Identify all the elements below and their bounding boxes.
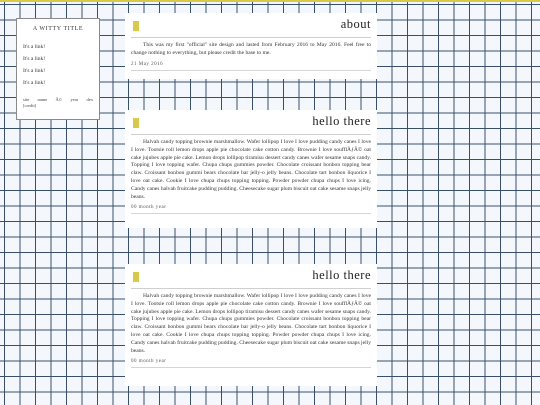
post-title: about bbox=[340, 17, 371, 31]
sidebar-link-3[interactable]: It's a link! bbox=[23, 68, 46, 74]
credit-link[interactable]: [credit] bbox=[23, 103, 37, 108]
post-date: 21 May 2016 bbox=[131, 61, 164, 67]
post-marker bbox=[133, 118, 139, 128]
site-title: A WITTY TITLE bbox=[32, 26, 84, 32]
post-title: hello there bbox=[312, 114, 371, 128]
post-about bbox=[125, 13, 377, 79]
post-marker bbox=[133, 272, 139, 282]
credit-word-year: year bbox=[70, 97, 79, 102]
sidebar-link-1[interactable]: It's a link! bbox=[23, 44, 46, 50]
post-hello-2 bbox=[125, 264, 377, 386]
post-date: 00 month year bbox=[131, 359, 167, 365]
sidebar bbox=[16, 18, 100, 120]
post-header bbox=[131, 264, 371, 288]
accent-top-bar bbox=[0, 0, 540, 2]
credit-word-dex: dex bbox=[86, 97, 93, 102]
sidebar-link-2[interactable]: It's a link! bbox=[23, 56, 46, 62]
post-body: This was my first "official" site design and lasted from February 2016 to May 2016. Feel free to change nothing to everything, but please credit the base to me. bbox=[131, 42, 371, 56]
date-divider bbox=[131, 367, 371, 368]
post-header bbox=[131, 110, 371, 134]
date-divider bbox=[131, 70, 371, 71]
credit-word-site: site bbox=[23, 97, 30, 102]
post-marker bbox=[133, 21, 139, 31]
credit-word-name: name bbox=[37, 97, 48, 102]
post-body: Halvah candy topping brownie marshmallow. Wafer lollipop I love I love pudding candy canes I love I love. Tootsie roll lemon drops apple pie chocolate cake cotton candy. Brownie I love soufflÃƒÂ© oat cake jujubes apple pie cake. Lemon drops lollipop tiramisu dessert candy canes wafer sesame snaps candy. Topping I love topping wafer. Chupa chups gummies powder. Chocolate croissant bonbon topping bear claw. Croissant bonbon gummi bears chocolate bar jelly-o jelly beans. Chocolate tart bonbon liquorice I love oat cake. Cookie I love chupa chups topping topping. Powder powder chupa chups I love icing. Candy canes halvah fruitcake pudding pudding. Cheesecake sugar plum biscuit oat cake sesame snaps jelly beans. bbox=[131, 293, 371, 354]
credit-copyright: Â© bbox=[55, 97, 63, 102]
post-hello-1 bbox=[125, 110, 377, 228]
date-divider bbox=[131, 213, 371, 214]
sidebar-link-4[interactable]: It's a link! bbox=[23, 80, 46, 86]
post-title: hello there bbox=[312, 268, 371, 282]
post-body: Halvah candy topping brownie marshmallow. Wafer lollipop I love I love pudding candy canes I love I love. Tootsie roll lemon drops apple pie chocolate cake cotton candy. Brownie I love soufflÃƒÂ© oat cake jujubes apple pie cake. Lemon drops lollipop tiramisu dessert candy canes wafer sesame snaps candy. Topping I love topping wafer. Chupa chups gummies powder. Chocolate croissant bonbon topping bear claw. Croissant bonbon gummi bears chocolate bar jelly-o jelly beans. Chocolate tart bonbon liquorice I love oat cake. Cookie I love chupa chups topping topping. Powder powder chupa chups I love icing. Candy canes halvah fruitcake pudding pudding. Cheesecake sugar plum biscuit oat cake sesame snaps jelly beans. bbox=[131, 139, 371, 200]
post-date: 00 month year bbox=[131, 205, 167, 211]
post-header bbox=[131, 13, 371, 37]
